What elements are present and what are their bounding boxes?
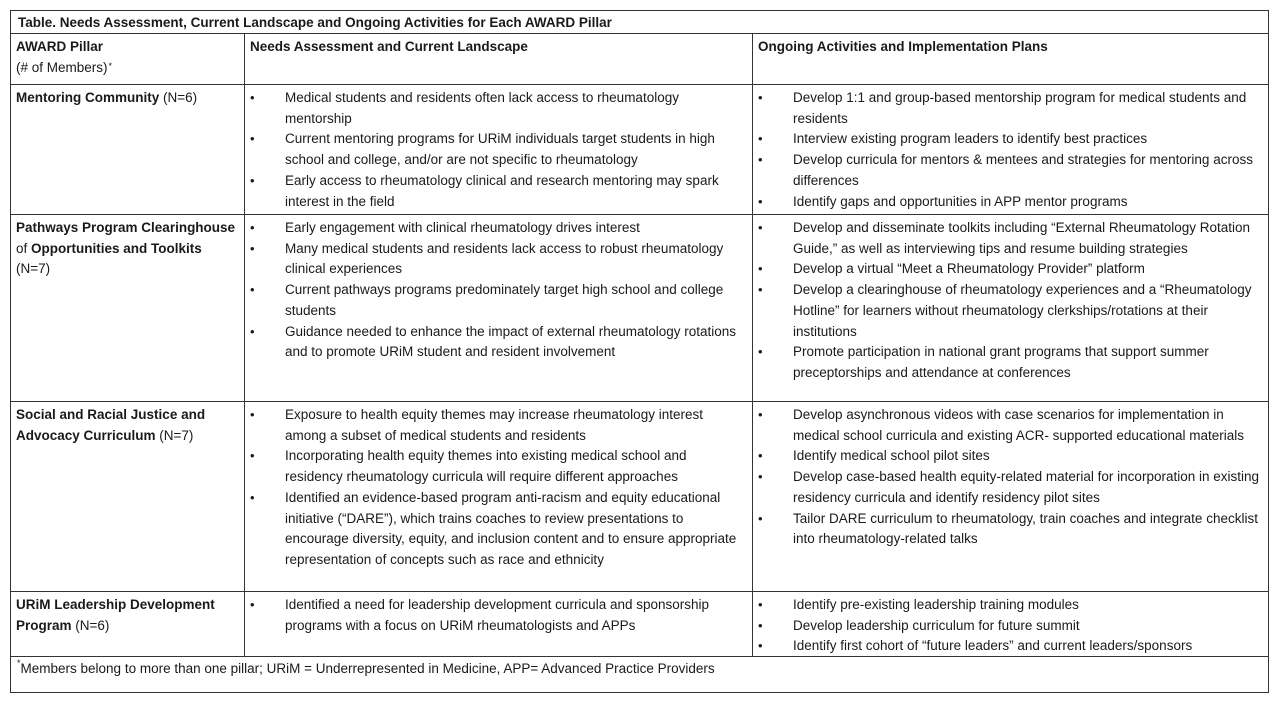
pillar-name: URiM Leadership Development Program (16, 597, 215, 633)
list-item: • Guidance needed to enhance the impact of external rheumatology rotations and to promote URiM student and resident involvement (245, 322, 752, 363)
pillar-name: Social and Racial Justice and Advocacy Curriculum (16, 407, 206, 443)
needs-cell (245, 592, 753, 656)
list-item: • Develop and disseminate toolkits including “External Rheumatology Rotation Guide,” as well as interviewing tips and resume building strategies (753, 218, 1268, 259)
list-item: • Develop asynchronous videos with case scenarios for implementation in medical school curricula and existing ACR- supported educational materials (753, 405, 1268, 446)
list-item: • Develop a virtual “Meet a Rheumatology Provider” platform (753, 259, 1268, 280)
table-title: Table. Needs Assessment, Current Landscape and Ongoing Activities for Each AWARD Pillar (11, 11, 1268, 34)
table-row (11, 215, 1268, 402)
list-item: • Current pathways programs predominately target high school and college students (245, 280, 752, 321)
pillar-cell (11, 215, 245, 401)
pillar-name: Mentoring Community (16, 90, 160, 105)
footnote-marker: * (17, 658, 21, 668)
list-item: • Exposure to health equity themes may increase rheumatology interest among a subset of medical students and residents (245, 405, 752, 446)
list-item: • Interview existing program leaders to identify best practices (753, 129, 1268, 150)
pillar-name-continued: Opportunities and Toolkits (31, 240, 202, 256)
list-item: • Develop a clearinghouse of rheumatology experiences and a “Rheumatology Hotline” for learners without rheumatology clerkships/rotations at their institutions (753, 280, 1268, 342)
list-item: • Incorporating health equity themes into existing medical school and residency rheumatology curricula will require different approaches (245, 446, 752, 487)
pillar-count: (N=7) (16, 261, 51, 277)
activities-cell (753, 402, 1268, 591)
list-item: • Medical students and residents often lack access to rheumatology mentorship (245, 88, 752, 129)
header-pillar-label: AWARD Pillar (16, 39, 104, 54)
footnote-text: Members belong to more than one pillar; URiM = Underrepresented in Medicine, APP= Advanced Practice Providers (20, 661, 715, 676)
list-item: • Identified an evidence-based program anti-racism and equity educational initiative (“DARE”), which trains coaches to review presentations to encourage diversity, equity, and inclusion content and to ensure appropriate representation of concepts such as race and ethnicity (245, 488, 752, 571)
list-item: • Tailor DARE curriculum to rheumatology, train coaches and integrate checklist into rheumatology-related talks (753, 509, 1268, 550)
needs-cell (245, 85, 753, 214)
table-row (11, 402, 1268, 592)
activities-cell (753, 85, 1268, 214)
pillar-name: Pathways Program Clearinghouse (16, 220, 236, 235)
pillar-count: (N=7) (155, 427, 194, 443)
pillar-cell (11, 592, 245, 656)
needs-assessment-table (10, 10, 1269, 693)
header-pillar-sub-text: (# of Members) (16, 59, 108, 75)
header-pillar (11, 34, 245, 84)
footnote-marker: * (108, 60, 113, 71)
list-item: • Many medical students and residents lack access to robust rheumatology clinical experiences (245, 239, 752, 280)
pillar-count: (N=6) (71, 617, 110, 633)
list-item: • Develop 1:1 and group-based mentorship program for medical students and residents (753, 88, 1268, 129)
list-item: • Identify first cohort of “future leaders” and current leaders/sponsors (753, 636, 1268, 657)
list-item: • Early access to rheumatology clinical and research mentoring may spark interest in the field (245, 171, 752, 212)
header-row (11, 34, 1268, 85)
list-item: • Identify pre-existing leadership training modules (753, 595, 1268, 616)
list-item: • Early engagement with clinical rheumatology drives interest (245, 218, 752, 239)
table-row (11, 85, 1268, 215)
needs-cell (245, 215, 753, 401)
header-needs: Needs Assessment and Current Landscape (245, 34, 753, 84)
activities-cell (753, 592, 1268, 656)
pillar-connector: of (16, 240, 32, 256)
pillar-cell (11, 402, 245, 591)
list-item: • Identified a need for leadership development curricula and sponsorship programs with a focus on URiM rheumatologists and APPs (245, 595, 752, 636)
needs-cell (245, 402, 753, 591)
pillar-count: (N=6) (159, 90, 198, 105)
pillar-cell (11, 85, 245, 214)
table-row (11, 592, 1268, 657)
table-footnote (11, 657, 1268, 692)
list-item: • Develop case-based health equity-related material for incorporation in existing residency curricula and identify residency pilot sites (753, 467, 1268, 508)
header-pillar-sub (16, 58, 239, 79)
list-item: • Develop curricula for mentors & mentees and strategies for mentoring across differences (753, 150, 1268, 191)
list-item: • Develop leadership curriculum for future summit (753, 616, 1268, 637)
list-item: • Current mentoring programs for URiM individuals target students in high school and college, and/or are not specific to rheumatology (245, 129, 752, 170)
activities-cell (753, 215, 1268, 401)
list-item: • Promote participation in national grant programs that support summer preceptorships and attendance at conferences (753, 342, 1268, 383)
list-item: • Identify gaps and opportunities in APP mentor programs (753, 192, 1268, 213)
list-item: • Identify medical school pilot sites (753, 446, 1268, 467)
header-activities: Ongoing Activities and Implementation Plans (758, 39, 1048, 54)
